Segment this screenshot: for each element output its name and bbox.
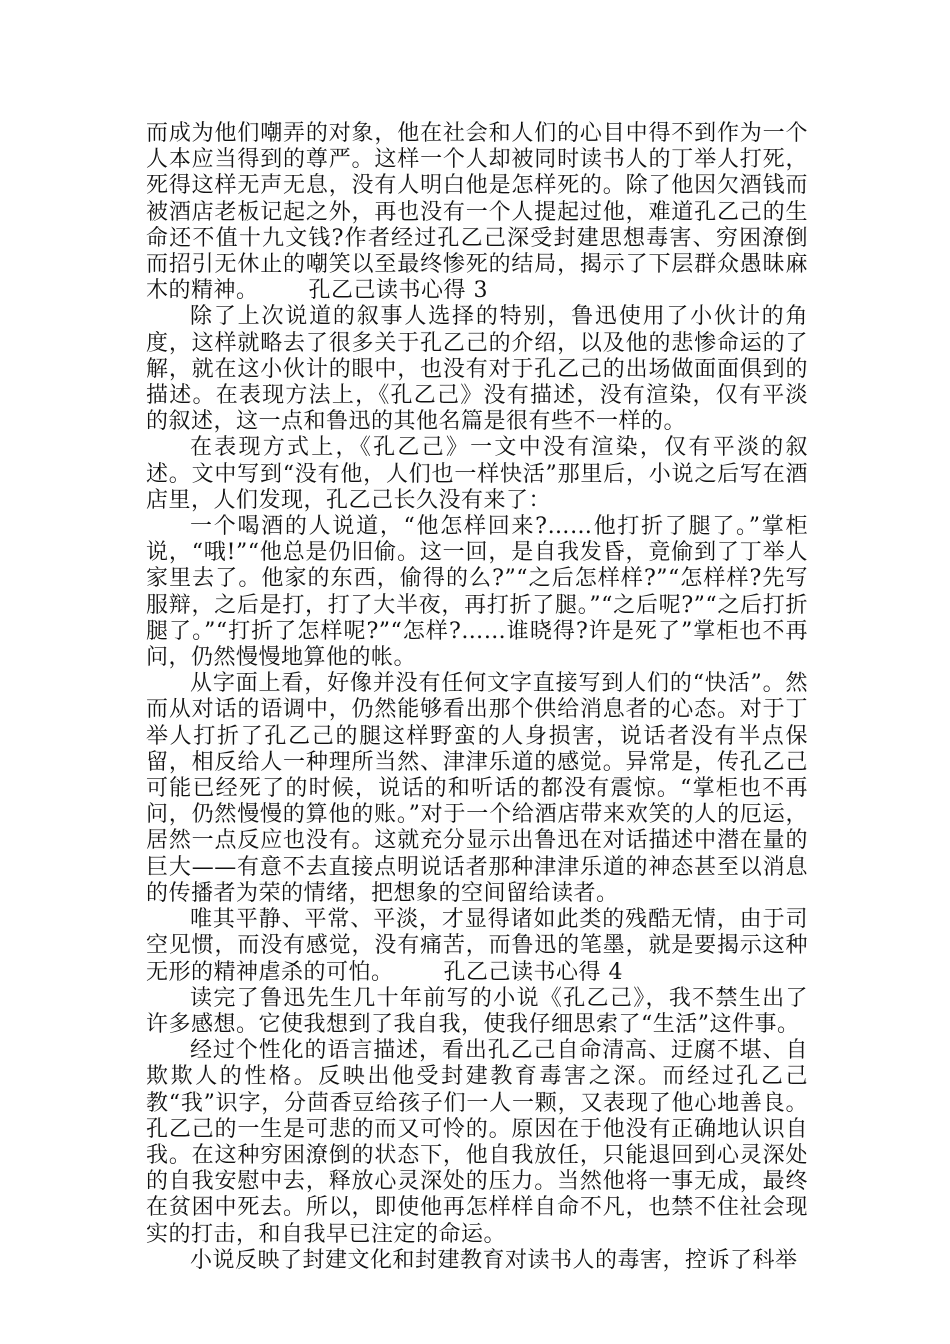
section-heading: 孔乙己读书心得 4 bbox=[443, 959, 624, 985]
paragraph bbox=[146, 1248, 808, 1274]
paragraph-text: 读完了鲁迅先生几十年前写的小说《孔乙己》，我不禁生出了许多感想。它使我想到了我自我，使我仔细思索了“生活”这件事。 bbox=[146, 985, 808, 1037]
paragraph-text: 唯其平静、平常、平淡，才显得诸如此类的残酷无情，由于司空见惯，而没有感觉，没有痛苦，而鲁迅的笔墨，就是要揭示这种无形的精神虐杀的可怕。 bbox=[146, 907, 808, 985]
paragraph bbox=[146, 907, 808, 986]
paragraph-text: 除了上次说道的叙事人选择的特别，鲁迅使用了小伙计的角度，这样就略去了很多关于孔乙己的介绍，以及他的悲惨命运的了解，就在这小伙计的眼中，也没有对于孔乙己的出场做面面俱到的描述。在表现方法上，《孔乙己》没有描述，没有渲染，仅有平淡的叙述，这一点和鲁迅的其他名篇是很有些不一样的。 bbox=[146, 304, 808, 435]
paragraph bbox=[146, 304, 808, 435]
paragraph-text: 经过个性化的语言描述，看出孔乙己自命清高、迂腐不堪、自欺欺人的性格。反映出他受封建教育毒害之深。而经过孔乙己教“我”识字，分茴香豆给孩子们一人一颗，又表现了他心地善良。孔乙己的一生是可悲的而又可怜的。原因在于他没有正确地认识自我。在这种穷困潦倒的状态下，他自我放任，只能退回到心灵深处的自我安慰中去，释放心灵深处的压力。当然他将一事无成，最终在贫困中死去。所以，即使他再怎样样自命不凡，也禁不住社会现实的打击，和自我早已注定的命运。 bbox=[146, 1038, 808, 1247]
paragraph bbox=[146, 1038, 808, 1248]
paragraph-text: 而成为他们嘲弄的对象，他在社会和人们的心目中得不到作为一个人本应当得到的尊严。这样一个人却被同时读书人的丁举人打死，死得这样无声无息，没有人明白他是怎样死的。除了他因欠酒钱而被酒店老板记起之外，再也没有一个人提起过他，难道孔乙己的生命还不值十九文钱?作者经过孔乙己深受封建思想毒害、穷困潦倒而招引无休止的嘲笑以至最终惨死的结局，揭示了下层群众愚昧麻木的精神。 bbox=[146, 121, 808, 304]
paragraph bbox=[146, 121, 808, 304]
paragraph bbox=[146, 435, 808, 514]
paragraph bbox=[146, 986, 808, 1038]
paragraph bbox=[146, 514, 808, 671]
body-text bbox=[146, 121, 808, 1274]
section-heading: 孔乙己读书心得 3 bbox=[308, 278, 489, 304]
paragraph-text: 小说反映了封建文化和封建教育对读书人的毒害，控诉了科举 bbox=[190, 1247, 798, 1273]
paragraph-text: 一个喝酒的人说道，“他怎样回来?……他打折了腿了。”掌柜说，“哦!”“他总是仍旧偷。这一回，是自我发昏，竟偷到了丁举人家里去了。他家的东西，偷得的么?”“之后怎样样?”“怎样样?先写服辩，之后是打，打了大半夜，再打折了腿。”“之后呢?”“之后打折腿了。”“打折了怎样呢?”“怎样?……谁晓得?许是死了”掌柜也不再问，仍然慢慢地算他的帐。 bbox=[146, 514, 808, 671]
paragraph-text: 从字面上看，好像并没有任何文字直接写到人们的“快活”。然而从对话的语调中，仍然能够看出那个供给消息者的心态。对于丁举人打折了孔乙己的腿这样野蛮的人身损害，说话者没有半点保留，相反给人一种理所当然、津津乐道的感觉。异常是，传孔乙己可能已经死了的时候，说话的和听话的都没有震惊。“掌柜也不再问，仍然慢慢的算他的账。”对于一个给酒店带来欢笑的人的厄运，居然一点反应也没有。这就充分显示出鲁迅在对话描述中潜在量的巨大——有意不去直接点明说话者那种津津乐道的神态甚至以消息的传播者为荣的情绪，把想象的空间留给读者。 bbox=[146, 671, 808, 906]
paragraph bbox=[146, 671, 808, 907]
paragraph-text: 在表现方式上，《孔乙己》一文中没有渲染，仅有平淡的叙述。文中写到“没有他，人们也一样快活”那里后，小说之后写在酒店里，人们发现，孔乙己长久没有来了： bbox=[146, 435, 808, 513]
